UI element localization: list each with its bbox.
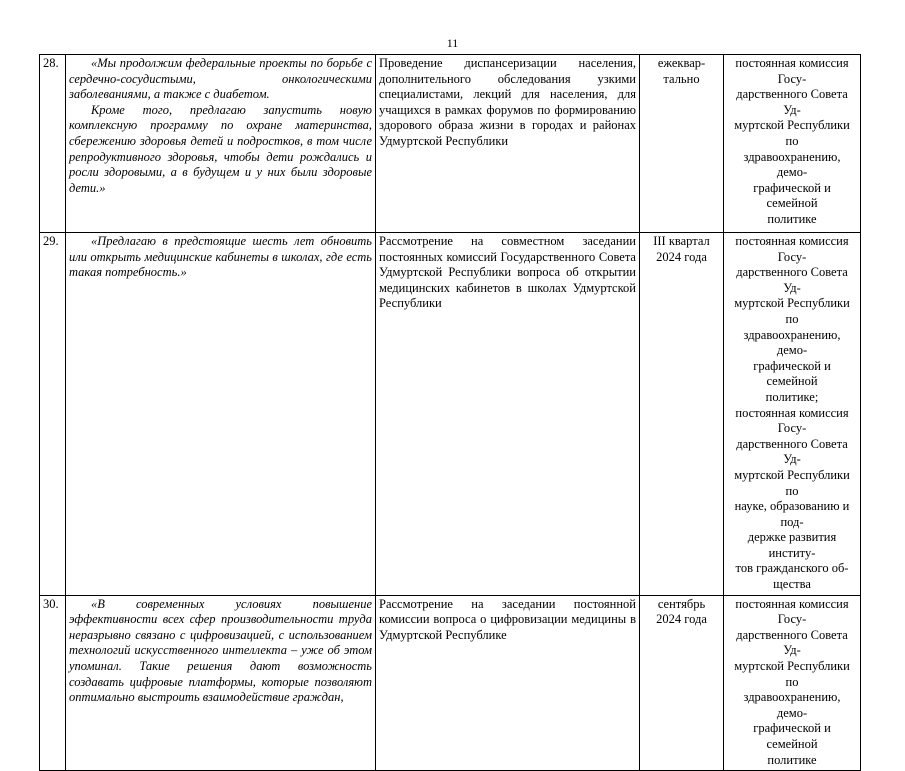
message-quote-cell [66,55,376,233]
quote-paragraph: «Мы продолжим федеральные проекты по борьбе с сердечно-сосудистыми, онкологическими заболеваниями, а также с диабетом. [69,56,372,102]
responsible-line: здравоохранению, демо- [743,149,841,180]
responsible-line: дарственного Совета Уд- [736,87,848,117]
responsible-cell [724,595,861,771]
plan-table [39,54,861,771]
responsible-line: муртской Республики по [734,296,850,326]
term-line: тально [663,71,700,86]
quote-paragraph: Кроме того, предлагаю запустить новую комплексную программу по охране материнства, сбережению здоровья детей и подростков, в том числе репродуктивного здоровья, чтобы дети рождались и росли здоровыми, а в будущем и у них были здоровые дети.» [69,102,372,195]
measure-cell: Рассмотрение на совместном заседании постоянных комиссий Государственного Совета Удмуртской Республики вопроса об открытии медицинских кабинетов в школах Удмуртской Республики [376,233,640,596]
quote-paragraph: «Предлагаю в предстоящие шесть лет обновить или открыть медицинские кабинеты в школах, где есть такая потребность.» [69,234,372,280]
term-line: ежеквар- [657,56,706,70]
responsible-line: графической и семейной [753,358,831,389]
responsible-line: постоянная комиссия Госу- [735,596,849,627]
responsible-line: политике [767,211,817,226]
term-line: 2024 года [656,612,707,627]
measure-cell: Рассмотрение на заседании постоянной комиссии вопроса о цифровизации медицины в Удмуртской Республике [376,595,640,771]
table-row [40,233,861,596]
responsible-line: держке развития институ- [747,530,837,560]
responsible-line: муртской Республики по [734,467,850,498]
responsible-line: дарственного Совета Уд- [736,265,848,295]
row-number: 29. [40,233,66,596]
term-line: 2024 года [656,249,707,264]
term-cell [640,595,724,771]
term-line: III квартал [653,234,710,248]
table-row [40,55,861,233]
responsible-line: тов гражданского об- [735,561,849,576]
responsible-line: дарственного Совета Уд- [736,627,848,658]
responsible-line: щества [773,577,811,592]
row-number: 30. [40,595,66,771]
responsible-line: муртской Республики по [734,659,850,689]
term-cell [640,233,724,596]
responsible-line: графической и семейной [753,180,831,211]
responsible-line: муртской Республики по [734,118,850,148]
term-cell [640,55,724,233]
responsible-line: постоянная комиссия Госу- [735,56,849,86]
responsible-line: дарственного Совета Уд- [736,436,848,467]
responsible-line: политике [767,752,817,767]
message-quote-cell [66,595,376,771]
responsible-line: здравоохранению, демо- [743,327,841,358]
responsible-cell [724,233,861,596]
responsible-cell [724,55,861,233]
quote-paragraph: «В современных условиях повышение эффективности всех сфер производительности труда неразрывно связано с цифровизацией, с использованием технологий искусственного интеллекта – уже об этом упоминал. Такие решения дают возможность создавать цифровые платформы, которые позволяют оптимально выстроить взаимодействие граждан, [69,596,372,705]
page-number: 11 [446,36,459,50]
message-quote-cell [66,233,376,596]
responsible-line: графической и семейной [753,721,831,751]
responsible-line: политике; [765,389,819,404]
table-row [40,595,861,771]
responsible-line: науке, образованию и под- [734,499,850,529]
measure-cell: Проведение диспансеризации населения, дополнительного обследования узкими специалистами, лекций для населения, для учащихся в рамках форумов по формированию здорового образа жизни в городах и районах Удмуртской Республики [376,55,640,233]
responsible-line: постоянная комиссия Госу- [735,234,849,264]
row-number: 28. [40,55,66,233]
responsible-line: здравоохранению, демо- [743,690,841,720]
responsible-line: постоянная комиссия Госу- [735,405,849,436]
term-line: сентябрь [657,596,706,611]
